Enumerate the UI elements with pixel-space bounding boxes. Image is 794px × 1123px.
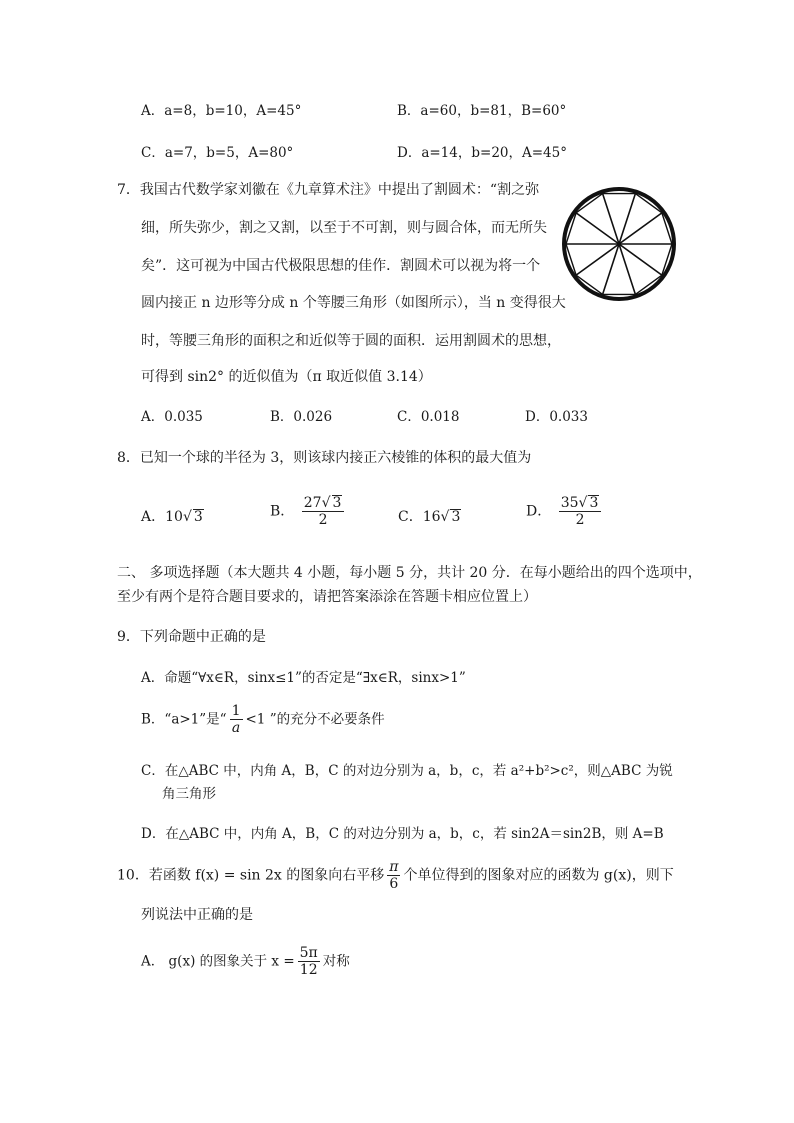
q10-a-num: 5π bbox=[299, 945, 318, 961]
section-2-header-line-1: 二、 多项选择题（本大题共 4 小题，每小题 5 分，共计 20 分．在每小题给出的四个选项中， bbox=[117, 565, 702, 581]
q8-d-num-radicand: 3 bbox=[589, 495, 599, 511]
q6-option-d: D．a=14，b=20，A=45° bbox=[397, 145, 567, 161]
q9-b-pre: B．“a>1”是“ bbox=[141, 711, 227, 728]
q8-option-c: C．16√ 3 bbox=[398, 509, 461, 525]
q7-line-5: 时，等腰三角形的面积之和近似等于圆的面积．运用割圆术的思想， bbox=[141, 333, 561, 349]
q7-option-c: C．0.018 bbox=[397, 409, 460, 425]
q8-b-den: 2 bbox=[318, 512, 328, 528]
figure-spoke bbox=[619, 244, 662, 275]
q7-line-3: 矣”．这可视为中国古代极限思想的佳作．割圆术可以视为将一个 bbox=[141, 258, 541, 274]
q9-option-d: D．在△ABC 中，内角 A，B，C 的对边分别为 a，b，c，若 sin2A＝sin2B，则 A=B bbox=[141, 826, 664, 842]
q10-stem-line-1 bbox=[117, 859, 674, 892]
figure-spoke bbox=[619, 213, 662, 244]
q8-d-den: 2 bbox=[575, 512, 585, 528]
figure-spoke bbox=[619, 194, 635, 244]
q8-stem: 8．已知一个球的半径为 3，则该球内接正六棱锥的体积的最大值为 bbox=[117, 450, 532, 466]
q9-option-a: A．命题“∀x∈R，sinx≤1”的否定是“∃x∈R，sinx>1” bbox=[141, 670, 466, 686]
q8-c-coef: 16 bbox=[422, 509, 441, 525]
q8-d-num-coef: 35 bbox=[560, 495, 579, 511]
q8-c-radicand: 3 bbox=[451, 509, 461, 525]
q8-a-coef: 10 bbox=[165, 509, 183, 525]
q7-option-a: A．0.035 bbox=[141, 409, 203, 425]
q10-post: 个单位得到的图象对应的函数为 g(x)，则下 bbox=[403, 867, 674, 884]
q9-option-c-line-1: C．在△ABC 中，内角 A，B，C 的对边分别为 a，b，c，若 a²+b²>c²，则△ABC 为锐 bbox=[141, 763, 673, 779]
q8-a-radicand: 3 bbox=[193, 509, 203, 525]
q6-option-b: B．a=60，b=81，B=60° bbox=[397, 103, 567, 119]
q7-option-d: D．0.033 bbox=[525, 409, 588, 425]
q10-option-a bbox=[141, 945, 350, 978]
q9-b-post: <1 ”的充分不必要条件 bbox=[245, 711, 385, 728]
figure-spoke bbox=[576, 213, 619, 244]
q8-c-label: C． bbox=[398, 509, 423, 525]
figure-spoke bbox=[619, 244, 635, 294]
q9-option-b bbox=[141, 703, 385, 736]
q8-a-label: A． bbox=[141, 509, 166, 525]
q7-line-2: 细，所失弥少，割之又割，以至于不可割，则与圆合体，而无所失 bbox=[141, 220, 547, 236]
figure-spoke bbox=[576, 244, 619, 275]
q8-option-b: B． $\frac{27√ 3}{2}$ bbox=[270, 495, 347, 528]
q10-a-den: 12 bbox=[299, 962, 318, 978]
q7-line-4: 圆内接正 n 边形等分成 n 个等腰三角形（如图所示），当 n 变得很大 bbox=[141, 295, 566, 311]
q8-b-num-radicand: 3 bbox=[332, 495, 342, 511]
q9-b-frac-den: a bbox=[231, 720, 241, 736]
q10-frac-num: π bbox=[389, 859, 399, 875]
q8-b-num-coef: 27 bbox=[303, 495, 322, 511]
section-2-header-line-2: 至少有两个是符合题目要求的，请把答案添涂在答题卡相应位置上） bbox=[117, 589, 537, 605]
q9-option-c-line-2: 角三角形 bbox=[162, 786, 216, 802]
q10-a-pre: A． g(x) 的图象关于 x = bbox=[141, 953, 295, 970]
q7-option-b: B．0.026 bbox=[270, 409, 333, 425]
q10-a-post: 对称 bbox=[322, 953, 350, 970]
q9-stem: 9．下列命题中正确的是 bbox=[117, 629, 266, 645]
circle-division-figure bbox=[560, 185, 678, 303]
q6-option-c: C．a=7，b=5，A=80° bbox=[141, 145, 294, 161]
q8-option-a: A．10√ 3 bbox=[141, 509, 203, 525]
q8-b-label: B． bbox=[270, 503, 295, 520]
q10-pre: 10．若函数 f(x) = sin 2x 的图象向右平移 bbox=[117, 867, 385, 884]
q6-option-a: A．a=8，b=10，A=45° bbox=[141, 103, 302, 119]
q7-line-1: 7．我国古代数学家刘徽在《九章算术注》中提出了割圆术：“割之弥 bbox=[117, 182, 540, 198]
q8-d-label: D． bbox=[526, 503, 552, 520]
q9-b-frac-num: 1 bbox=[231, 703, 241, 719]
q8-option-d: D． $\frac{35√ 3}{2}$ bbox=[526, 495, 604, 528]
figure-spoke bbox=[603, 194, 619, 244]
q10-stem-line-2: 列说法中正确的是 bbox=[141, 907, 253, 923]
q10-frac-den: 6 bbox=[389, 876, 399, 892]
q7-line-6: 可得到 sin2° 的近似值为（π 取近似值 3.14） bbox=[141, 369, 432, 385]
figure-spoke bbox=[603, 244, 619, 294]
